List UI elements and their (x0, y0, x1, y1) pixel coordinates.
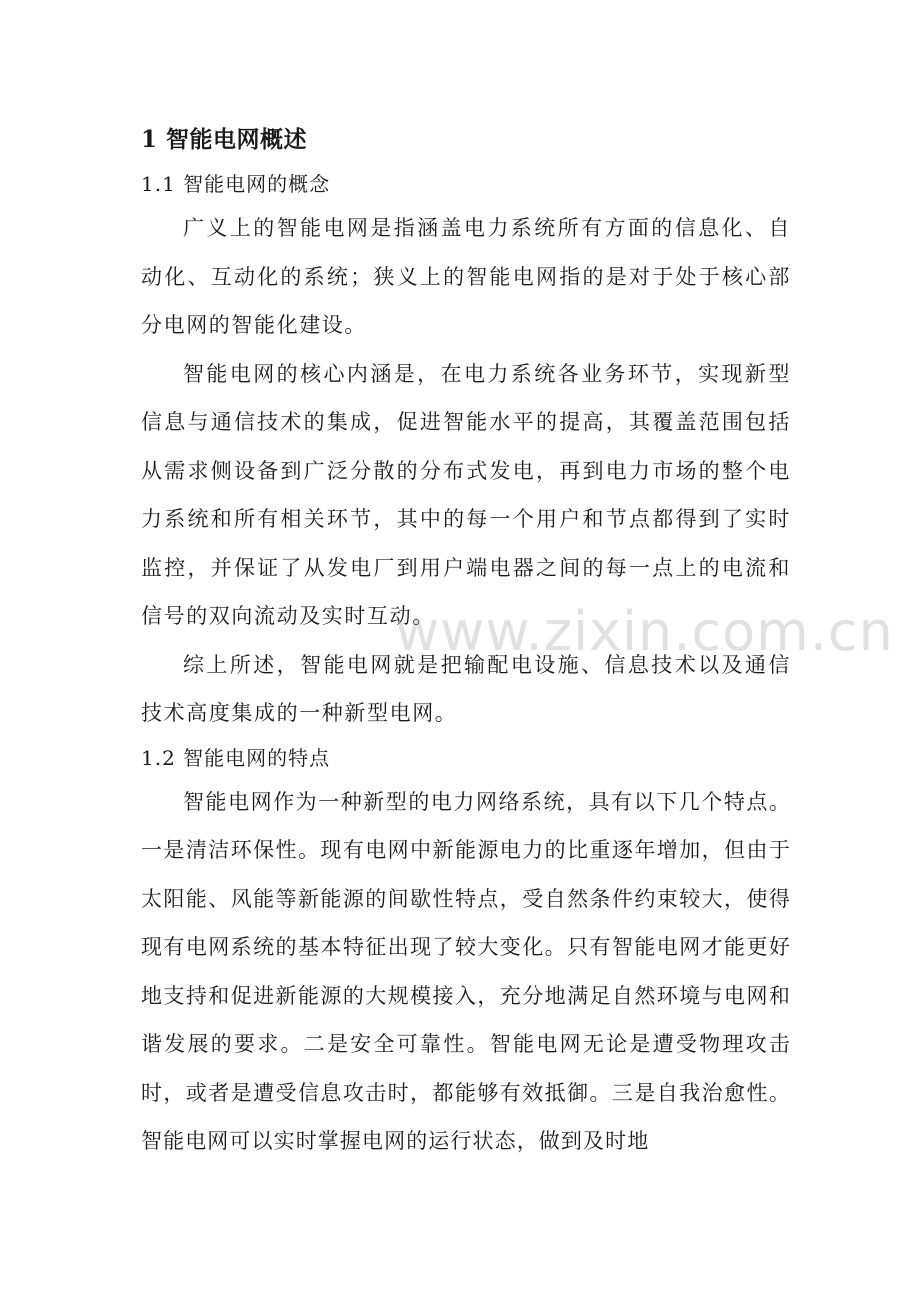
document-body (141, 118, 791, 1166)
watermark: www.zixin.com.cn (395, 600, 894, 663)
section-title-1-2: 1.2 智能电网的特点 (141, 745, 331, 770)
section-title-1-1: 1.1 智能电网的概念 (141, 172, 331, 196)
paragraph: 广义上的智能电网是指涵盖电力系统所有方面的信息化、自动化、互动化的系统；狭义上的智能电网指的是对于处于核心部分电网的智能化建设。 (141, 216, 791, 337)
paragraph: 智能电网作为一种新型的电力网络系统，具有以下几个特点。一是清洁环保性。现有电网中新能源电力的比重逐年增加，但由于太阳能、风能等新能源的间歇性特点，受自然条件约束较大，使得现有电网系统的基本特征出现了较大变化。只有智能电网才能更好地支持和促进新能源的大规模接入，充分地满足自然环境与电网和谐发展的要求。二是安全可靠性。智能电网无论是遭受物理攻击时，或者是遭受信息攻击时，都能够有效抵御。三是自我治愈性。智能电网可以实时掌握电网的运行状态，做到及时地 (141, 789, 791, 1153)
chapter-heading: 1 智能电网概述 (141, 126, 308, 153)
paragraph: 智能电网的核心内涵是，在电力系统各业务环节，实现新型信息与通信技术的集成，促进智能水平的提高，其覆盖范围包括从需求侧设备到广泛分散的分布式发电，再到电力市场的整个电力系统和所有相关环节，其中的每一个用户和节点都得到了实时监控，并保证了从发电厂到用户端电器之间的每一点上的电流和信号的双向流动及实时互动。 (141, 361, 791, 628)
paragraph: 综上所述，智能电网就是把输配电设施、信息技术以及通信技术高度集成的一种新型电网。 (141, 652, 791, 725)
